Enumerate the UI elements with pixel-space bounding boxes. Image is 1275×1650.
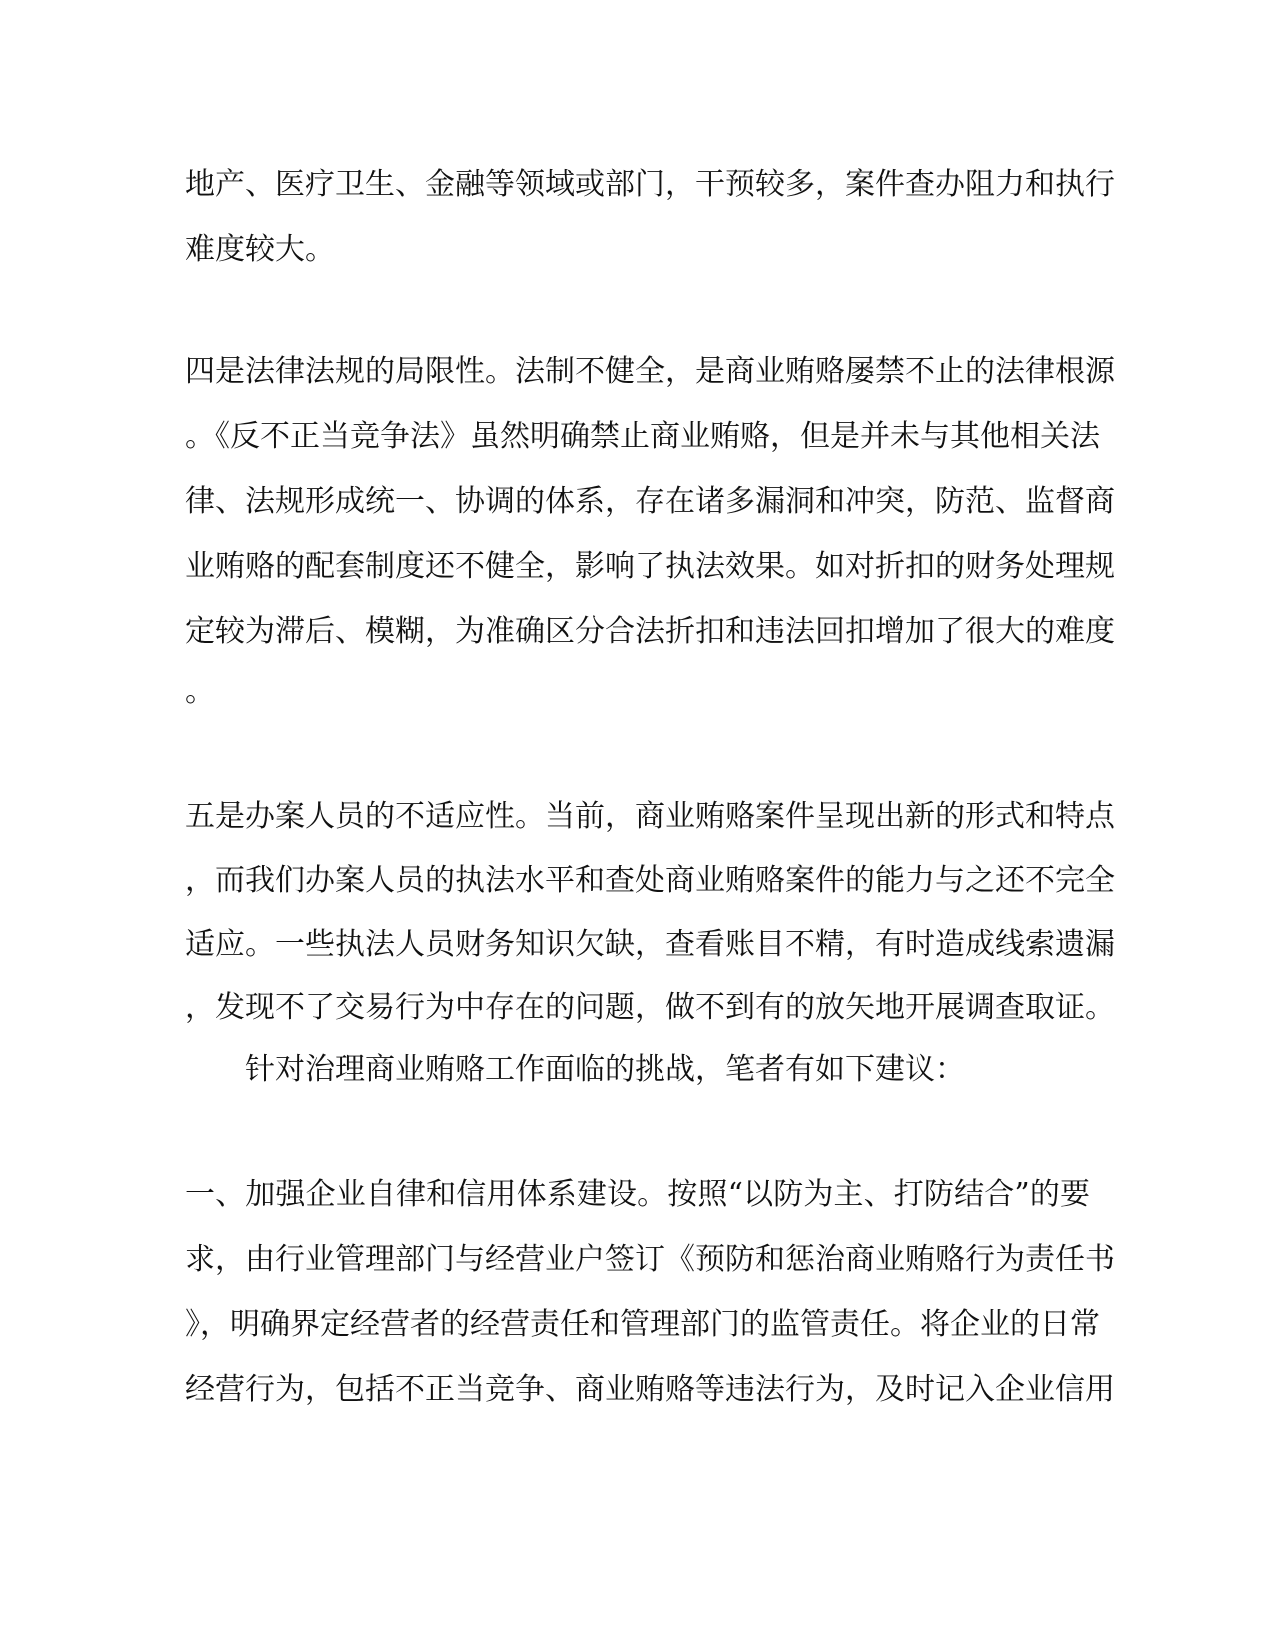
paragraph-2-line-2: 。《反不正当竞争法》虽然明确禁止商业贿赂，但是并未与其他相关法: [185, 419, 1100, 454]
paragraph-5-line-3: 》，明确界定经营者的经营责任和管理部门的监管责任。将企业的日常: [185, 1307, 1100, 1342]
paragraph-2-line-5: 定较为滞后、模糊，为准确区分合法折扣和违法回扣增加了很大的难度: [185, 614, 1115, 649]
paragraph-3-line-1: 五是办案人员的不适应性。当前，商业贿赂案件呈现出新的形式和特点: [185, 799, 1115, 834]
paragraph-2-line-4: 业贿赂的配套制度还不健全，影响了执法效果。如对折扣的财务处理规: [185, 549, 1115, 584]
paragraph-2-line-3: 律、法规形成统一、协调的体系，存在诸多漏洞和冲突，防范、监督商: [185, 484, 1115, 519]
paragraph-3-line-3: 适应。一些执法人员财务知识欠缺，查看账目不精，有时造成线索遗漏: [185, 927, 1115, 962]
paragraph-2-line-6: 。: [185, 674, 215, 709]
paragraph-5-line-1: 一、加强企业自律和信用体系建设。按照“以防为主、打防结合”的要: [185, 1177, 1090, 1212]
paragraph-1-line-2: 难度较大。: [185, 232, 335, 267]
paragraph-5-line-2: 求，由行业管理部门与经营业户签订《预防和惩治商业贿赂行为责任书: [185, 1242, 1115, 1277]
paragraph-2-line-1: 四是法律法规的局限性。法制不健全，是商业贿赂屡禁不止的法律根源: [185, 354, 1115, 389]
paragraph-3-line-2: ，而我们办案人员的执法水平和查处商业贿赂案件的能力与之还不完全: [185, 863, 1115, 898]
paragraph-3-line-4: ，发现不了交易行为中存在的问题，做不到有的放矢地开展调查取证。: [185, 990, 1115, 1025]
paragraph-1-line-1: 地产、医疗卫生、金融等领域或部门，干预较多，案件查办阻力和执行: [185, 167, 1115, 202]
paragraph-5-line-4: 经营行为，包括不正当竞争、商业贿赂等违法行为，及时记入企业信用: [185, 1372, 1115, 1407]
paragraph-4-line-1: 针对治理商业贿赂工作面临的挑战，笔者有如下建议：: [245, 1052, 965, 1087]
